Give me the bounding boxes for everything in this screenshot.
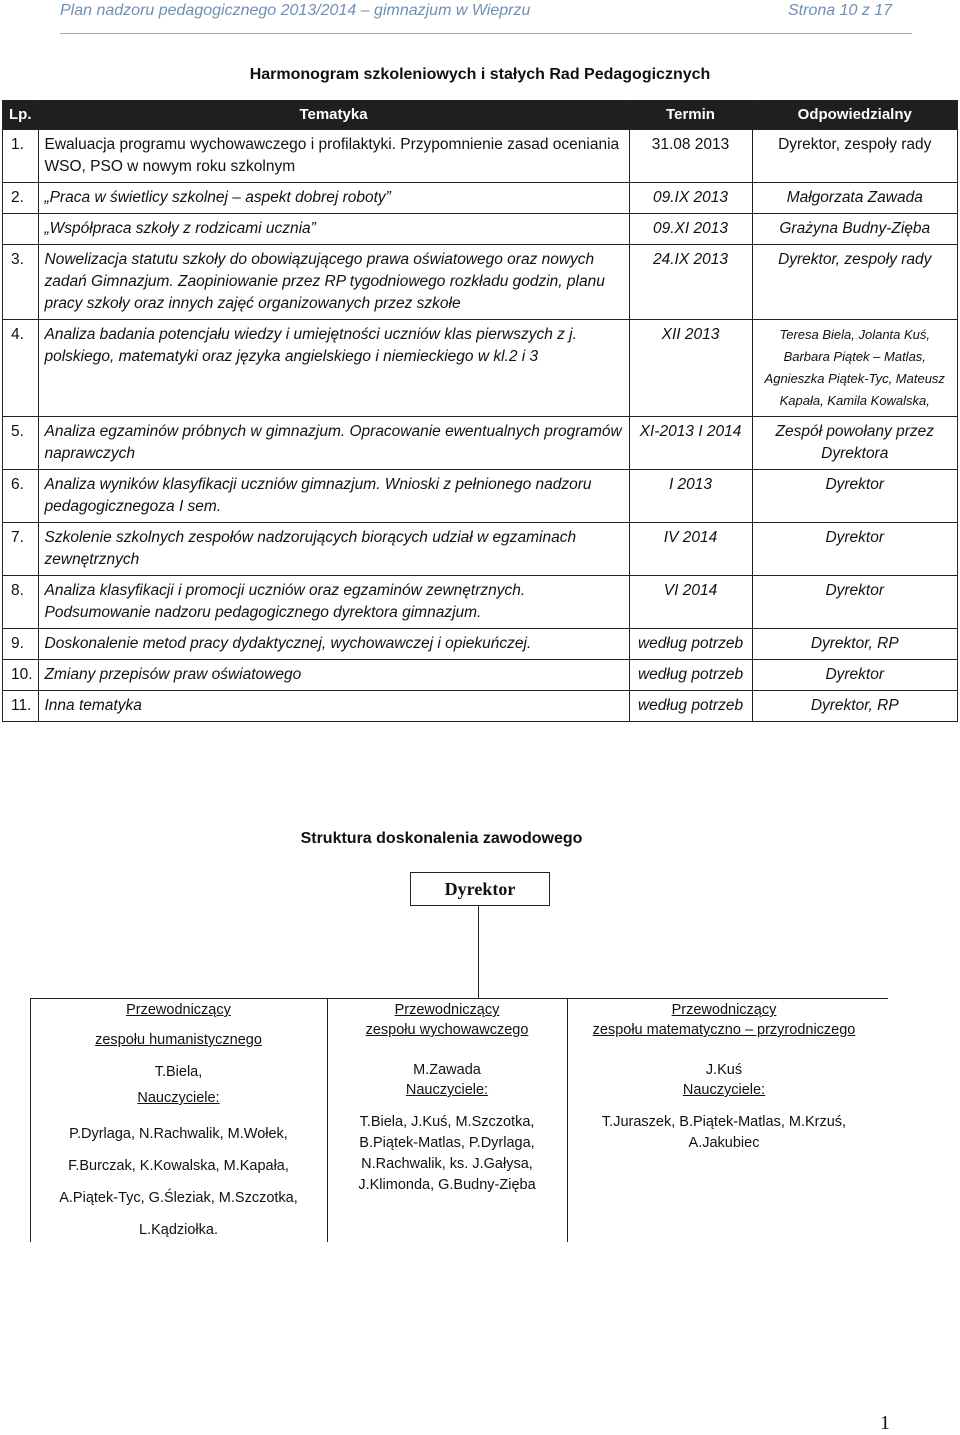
row-responsible: Dyrektor, RP [752, 629, 958, 660]
table-row [3, 214, 958, 245]
row-term: 31.08 2013 [629, 130, 752, 183]
group-head: zespołu humanistycznego [95, 1032, 262, 1048]
table-row [3, 576, 958, 629]
group-divider-2 [567, 998, 568, 1242]
row-term: IV 2014 [629, 523, 752, 576]
table-row [3, 320, 958, 417]
header-title: Plan nadzoru pedagogicznego 2013/2014 – gimnazjum w Wieprzu [60, 2, 531, 19]
row-responsible: Dyrektor [752, 576, 958, 629]
table-row [3, 629, 958, 660]
row-term: według potrzeb [629, 629, 752, 660]
group-leader: T.Biela, [154, 1064, 203, 1080]
row-term: 09.XI 2013 [629, 214, 752, 245]
row-topic: Analiza egzaminów próbnych w gimnazjum. Opracowanie ewentualnych programów naprawczych [38, 417, 629, 470]
row-term: 09.IX 2013 [629, 183, 752, 214]
row-topic: Ewaluacja programu wychowawczego i profilaktyki. Przypomnienie zasad oceniania WSO, PSO w nowym roku szkolnym [38, 130, 629, 183]
teachers-label: Nauczyciele: [137, 1090, 220, 1106]
row-topic: „Praca w świetlicy szkolnej – aspekt dobrej roboty” [38, 183, 629, 214]
director-box: Dyrektor [410, 872, 550, 906]
row-responsible: Dyrektor [752, 660, 958, 691]
row-responsible: Zespół powołany przez Dyrektora [752, 417, 958, 470]
row-term: według potrzeb [629, 660, 752, 691]
column-header-number: Lp. [3, 101, 39, 130]
row-number: 3. [3, 245, 39, 320]
row-number: 2. [3, 183, 39, 214]
row-responsible: Dyrektor [752, 523, 958, 576]
group-head: zespołu matematyczno – przyrodniczego [592, 1022, 856, 1038]
structure-title: Struktura doskonalenia zawodowego [300, 830, 583, 847]
teachers-label: Nauczyciele: [405, 1082, 489, 1098]
row-responsible: Dyrektor, zespoły rady [752, 245, 958, 320]
row-responsible: Teresa Biela, Jolanta Kuś, Barbara Piątek – Matlas, Agnieszka Piątek-Tyc, Mateusz Kapała, Kamila Kowalska, [752, 320, 958, 417]
column-header-responsible: Odpowiedzialny [752, 101, 958, 130]
schedule-title: Harmonogram szkoleniowych i stałych Rad Pedagogicznych [249, 66, 711, 83]
row-topic: Doskonalenie metod pracy dydaktycznej, wychowawczej i opiekuńczej. [38, 629, 629, 660]
teachers-list: T.Biela, J.Kuś, M.Szczotka, B.Piątek-Matlas, P.Dyrlaga, N.Rachwalik, ks. J.Gałysa, J.Klimonda, G.Budny-Zięba [358, 1114, 536, 1193]
row-topic: Analiza klasyfikacji i promocji uczniów oraz egzaminów zewnętrznych. Podsumowanie nadzoru pedagogicznego dyrektora gimnazjum. [38, 576, 629, 629]
row-topic: Analiza badania potencjału wiedzy i umiejętności uczniów klas pierwszych z j. polskiego, matematyki oraz języka angielskiego i niemieckiego w kl.2 i 3 [38, 320, 629, 417]
group-head: Przewodniczący [671, 1002, 777, 1018]
group-leader: M.Zawada [413, 1062, 481, 1078]
row-number: 5. [3, 417, 39, 470]
group-left-border [30, 998, 31, 1242]
teachers-list: P.Dyrlaga, N.Rachwalik, M.Wołek, F.Burczak, K.Kowalska, M.Kapała, A.Piątek-Tyc, G.Śleziak, M.Szczotka, L.Kądziołka. [59, 1126, 298, 1238]
group-leader: J.Kuś [705, 1062, 743, 1078]
group-educational [329, 1000, 565, 1196]
table-row [3, 660, 958, 691]
row-topic: Analiza wyników klasyfikacji uczniów gimnazjum. Wnioski z pełnionego nadzoru pedagogicznegoza I sem. [38, 470, 629, 523]
row-number: 10. [3, 660, 39, 691]
row-term: 24.IX 2013 [629, 245, 752, 320]
row-number: 9. [3, 629, 39, 660]
table-row [3, 130, 958, 183]
row-number: 6. [3, 470, 39, 523]
table-row [3, 470, 958, 523]
column-header-term: Termin [629, 101, 752, 130]
row-term: VI 2014 [629, 576, 752, 629]
page-number: 1 [880, 1412, 890, 1434]
row-term: XI-2013 I 2014 [629, 417, 752, 470]
group-humanities [32, 1000, 325, 1246]
row-responsible: Dyrektor [752, 470, 958, 523]
group-divider-1 [327, 998, 328, 1242]
teachers-list: T.Juraszek, B.Piątek-Matlas, M.Krzuś, A.Jakubiec [601, 1114, 847, 1151]
group-head: zespołu wychowawczego [365, 1022, 529, 1038]
group-math-science [569, 1000, 879, 1154]
row-term: według potrzeb [629, 691, 752, 722]
row-number: 7. [3, 523, 39, 576]
schedule-table [2, 100, 958, 722]
row-number: 4. [3, 320, 39, 417]
teachers-label: Nauczyciele: [682, 1082, 766, 1098]
header-page-indicator: Strona 10 z 17 [788, 2, 893, 19]
row-topic: Inna tematyka [38, 691, 629, 722]
group-head: Przewodniczący [394, 1002, 500, 1018]
column-header-topic: Tematyka [38, 101, 629, 130]
director-connector [478, 906, 479, 998]
row-number: 8. [3, 576, 39, 629]
table-row [3, 183, 958, 214]
row-term: XII 2013 [629, 320, 752, 417]
row-responsible: Dyrektor, RP [752, 691, 958, 722]
row-topic: Nowelizacja statutu szkoły do obowiązującego prawa oświatowego oraz nowych zadań Gimnazjum. Zaopiniowanie przez RP tygodniowego rozkładu godzin, planu pracy szkoły oraz innych zajęć organizowanych przez szkołe [38, 245, 629, 320]
row-responsible: Dyrektor, zespoły rady [752, 130, 958, 183]
table-row [3, 523, 958, 576]
table-row [3, 417, 958, 470]
table-row [3, 245, 958, 320]
row-number: 11. [3, 691, 39, 722]
row-responsible: Małgorzata Zawada [752, 183, 958, 214]
row-number [3, 214, 39, 245]
row-topic: „Współpraca szkoły z rodzicami ucznia” [38, 214, 629, 245]
row-number: 1. [3, 130, 39, 183]
structure-horizontal-line [30, 998, 888, 999]
row-term: I 2013 [629, 470, 752, 523]
row-topic: Szkolenie szkolnych zespołów nadzorujących biorących udział w egzaminach zewnętrznych [38, 523, 629, 576]
row-responsible: Grażyna Budny-Zięba [752, 214, 958, 245]
table-header-row [3, 101, 958, 130]
row-topic: Zmiany przepisów praw oświatowego [38, 660, 629, 691]
group-head: Przewodniczący [126, 1002, 231, 1018]
table-row [3, 691, 958, 722]
header-divider [60, 33, 912, 34]
